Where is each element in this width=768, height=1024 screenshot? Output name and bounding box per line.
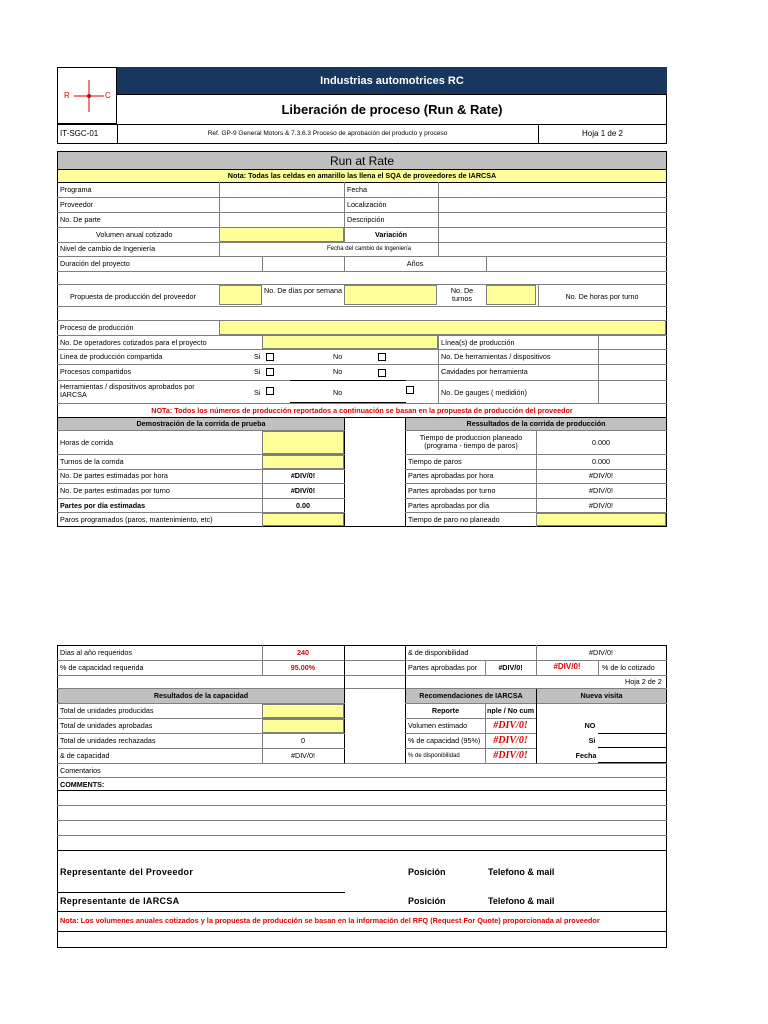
gauges-label: No. De gauges ( medidión) [441, 388, 527, 397]
horas-turno-label: No. De horas por turno [565, 292, 639, 301]
yellow-cells-note: Nota: Todas las celdas en amarillo las llena el SQA de proveedores de IARCSA [227, 171, 497, 180]
page-2-number: Hoja 2 de 2 [625, 677, 662, 686]
localizacion-label: Localización [347, 200, 387, 209]
descripcion-label: Descripción [347, 215, 385, 224]
demo-row-6-label: Paros programados (paros, mantenimiento, etc) [60, 515, 213, 524]
demo-row-5-label: Partes por día estimadas [60, 501, 146, 510]
company-name: Industrias automotrices RC [320, 75, 464, 87]
volumen-input[interactable] [219, 227, 344, 242]
logo-letter-r: R [64, 91, 70, 100]
procesos-si-checkbox[interactable] [266, 368, 274, 376]
demo-row-4-label: No. De partes estimadas por turno [60, 486, 170, 495]
telefono-label-2: Telefono & mail [488, 896, 555, 906]
nueva-visita-si: Si [588, 736, 596, 745]
vol-estimado-value: #DIV/0! [493, 720, 528, 731]
linea-si-checkbox[interactable] [266, 353, 274, 361]
logo-cross-icon [74, 80, 104, 112]
herr-aprobados-label: Herramientas / dispositivos aprobados por IARCSA [60, 382, 195, 399]
dias-anio-value: 240 [297, 648, 309, 657]
demo-row-2-label: Turnos de la corrida [60, 457, 124, 466]
partes-aprob-value: #DIV/0! [498, 663, 523, 672]
procesos-no-label: No [333, 367, 343, 376]
rep-proveedor-label: Representante del Proveedor [60, 867, 194, 877]
run-at-rate-title: Run at Rate [329, 154, 395, 168]
telefono-label-1: Telefono & mail [488, 867, 555, 877]
demo-row-3-value: #DIV/0! [290, 471, 316, 480]
herramientas-disp-label: No. De herramientas / dispositivos [441, 352, 551, 361]
paros-programados-input[interactable] [262, 513, 344, 526]
turnos-label: No. De turnos [450, 286, 474, 303]
results-title: Ressultados de la corrida de producción [466, 419, 606, 428]
linea-compartida-label: Linea de producción compartida [60, 352, 163, 361]
herr-no-checkbox[interactable] [406, 386, 414, 394]
no-parte-label: No. De parte [60, 215, 101, 224]
paro-no-planeado-input[interactable] [536, 513, 666, 526]
proceso-label: Proceso de producción [60, 323, 134, 332]
demo-row-1-label: Horas de corrida [60, 438, 114, 447]
cap-row-3-value: 0 [301, 736, 305, 745]
results-row-1-value: 0.000 [592, 438, 610, 447]
unidades-producidas-input[interactable] [262, 704, 344, 718]
doc-code: IT-SGC-01 [60, 129, 99, 138]
demo-row-5-value: 0.00 [296, 501, 310, 510]
procesos-no-checkbox[interactable] [378, 369, 386, 377]
cavidades-label: Cavidades por herramienta [441, 367, 528, 376]
page-number: Hoja 1 de 2 [582, 129, 623, 138]
pct-cap95-value: #DIV/0! [493, 735, 528, 746]
posicion-label-1: Posición [408, 867, 446, 877]
capacidad-title: Resultados de la capacidad [153, 691, 249, 700]
comments-label: COMMENTS: [60, 780, 105, 789]
linea-no-checkbox[interactable] [378, 353, 386, 361]
cap-row-4-value: #DIV/0! [291, 751, 315, 760]
propuesta-label: Propuesta de producción del proveedor [70, 292, 196, 301]
cap-row-4-label: & de capacidad [60, 751, 110, 760]
dias-semana-input[interactable] [344, 285, 437, 305]
comentarios-label: Comentarios [60, 766, 101, 775]
production-note: NOTa: Todos los números de producción reportados a continuación se basan en la propuesta de producción del proveedor [151, 406, 573, 415]
results-row-5-label: Partes aprobadas por día [408, 501, 490, 510]
rep-iarcsa-label: Representante de IARCSA [60, 896, 180, 906]
linea-no-label: No [333, 352, 343, 361]
dias-semana-label: No. De días por semana [264, 286, 342, 295]
footer-note: Nota: Los volumenes anuales cotizados y la propuesta de producción se basan en la información del RFQ (Request For Quote) proporcionada al proveedor [60, 916, 600, 925]
partes-aprob-por-label: Partes aprobadas por [408, 663, 478, 672]
cap-row-2-label: Total de unidades aprobadas [60, 721, 153, 730]
volumen-label: Volumen anual cotizado [96, 230, 173, 239]
turnos-corrida-input[interactable] [262, 455, 344, 469]
fecha-label: Fecha [347, 185, 367, 194]
recomendaciones-title: Recomendaciones de IARCSA [419, 691, 523, 700]
proveedor-label: Proveedor [60, 200, 94, 209]
demo-title: Demostración de la corrida de prueba [136, 419, 266, 428]
fecha-cambio-label: Fecha del cambio de Ingeniería [326, 246, 412, 252]
nivel-cambio-label: Nivel de cambio de Ingeniería [60, 244, 156, 253]
pct-cap95-label: % de capacidad (95%) [408, 736, 481, 745]
cumple-label: nple / No cum [487, 707, 535, 715]
results-row-4-value: #DIV/0! [589, 486, 613, 495]
procesos-compartidos-label: Procesos compartidos [60, 367, 132, 376]
results-row-5-value: #DIV/0! [589, 501, 613, 510]
capacidad-req-value: 95.00% [290, 663, 316, 672]
herr-no-label: No [333, 388, 343, 397]
pct-disp-label: % de disponibilidad [408, 753, 460, 759]
anios-label: Años [406, 259, 424, 268]
nueva-visita-title: Nueva visita [580, 691, 623, 700]
operadores-label: No. De operadores cotizados para el proyecto [60, 338, 207, 347]
reporte-label: Reporte [431, 706, 460, 715]
results-row-6-label: Tiempo de paro no planeado [408, 515, 500, 524]
herr-si-checkbox[interactable] [266, 387, 274, 395]
duracion-label: Duración del proyecto [60, 259, 130, 268]
variacion-label: Variación [375, 230, 407, 239]
proceso-input[interactable] [219, 320, 666, 335]
nueva-visita-fecha: Fecha [575, 751, 597, 760]
propuesta-input[interactable] [219, 285, 262, 305]
demo-row-3-label: No. De partes estimadas por hora [60, 471, 168, 480]
doc-reference: Ref. GP-9 General Motors & 7.3.6.3 Proceso de aprobación del producto y proceso [207, 130, 448, 137]
results-row-3-label: Partes aprobadas por hora [408, 471, 494, 480]
unidades-aprobadas-input[interactable] [262, 719, 344, 733]
results-row-3-value: #DIV/0! [589, 471, 613, 480]
demo-row-4-value: #DIV/0! [290, 486, 316, 495]
pct-disp-value: #DIV/0! [493, 750, 528, 761]
pct-cotizado-label: % de lo cotizado [602, 663, 655, 672]
procesos-si-label: Si [254, 367, 261, 376]
results-row-2-label: Tiempo de paros [408, 457, 462, 466]
partes-aprob-value-2: #DIV/0! [553, 662, 581, 671]
herr-si-label: Si [254, 388, 261, 397]
results-row-1-label: Tiempo de produccion planeado (programa - tiempo de paros) [419, 433, 523, 450]
doc-title: Liberación de proceso (Run & Rate) [281, 102, 503, 117]
logo-letter-c: C [105, 91, 111, 100]
horas-corrida-input[interactable] [262, 431, 344, 454]
capacidad-req-label: % de capacidad requerida [60, 663, 144, 672]
programa-label: Programa [60, 185, 92, 194]
operadores-input[interactable] [262, 335, 438, 349]
cap-row-1-label: Total de unidades producidas [60, 706, 154, 715]
disponibilidad-label: & de disponibilidad [408, 648, 469, 657]
vol-estimado-label: Volumen estimado [408, 721, 468, 730]
linea-si-label: Si [254, 352, 261, 361]
posicion-label-2: Posición [408, 896, 446, 906]
results-row-2-value: 0.000 [592, 457, 610, 466]
lineas-label: Línea(s) de producción [441, 338, 515, 347]
nueva-visita-no: NO [584, 721, 596, 730]
results-row-4-label: Partes aprobadas por turno [408, 486, 496, 495]
cap-row-3-label: Total de unidades rechazadas [60, 736, 156, 745]
turnos-input[interactable] [486, 285, 536, 305]
dias-anio-label: Dias al año requeridos [60, 648, 132, 657]
disponibilidad-value: #DIV/0! [589, 648, 613, 657]
